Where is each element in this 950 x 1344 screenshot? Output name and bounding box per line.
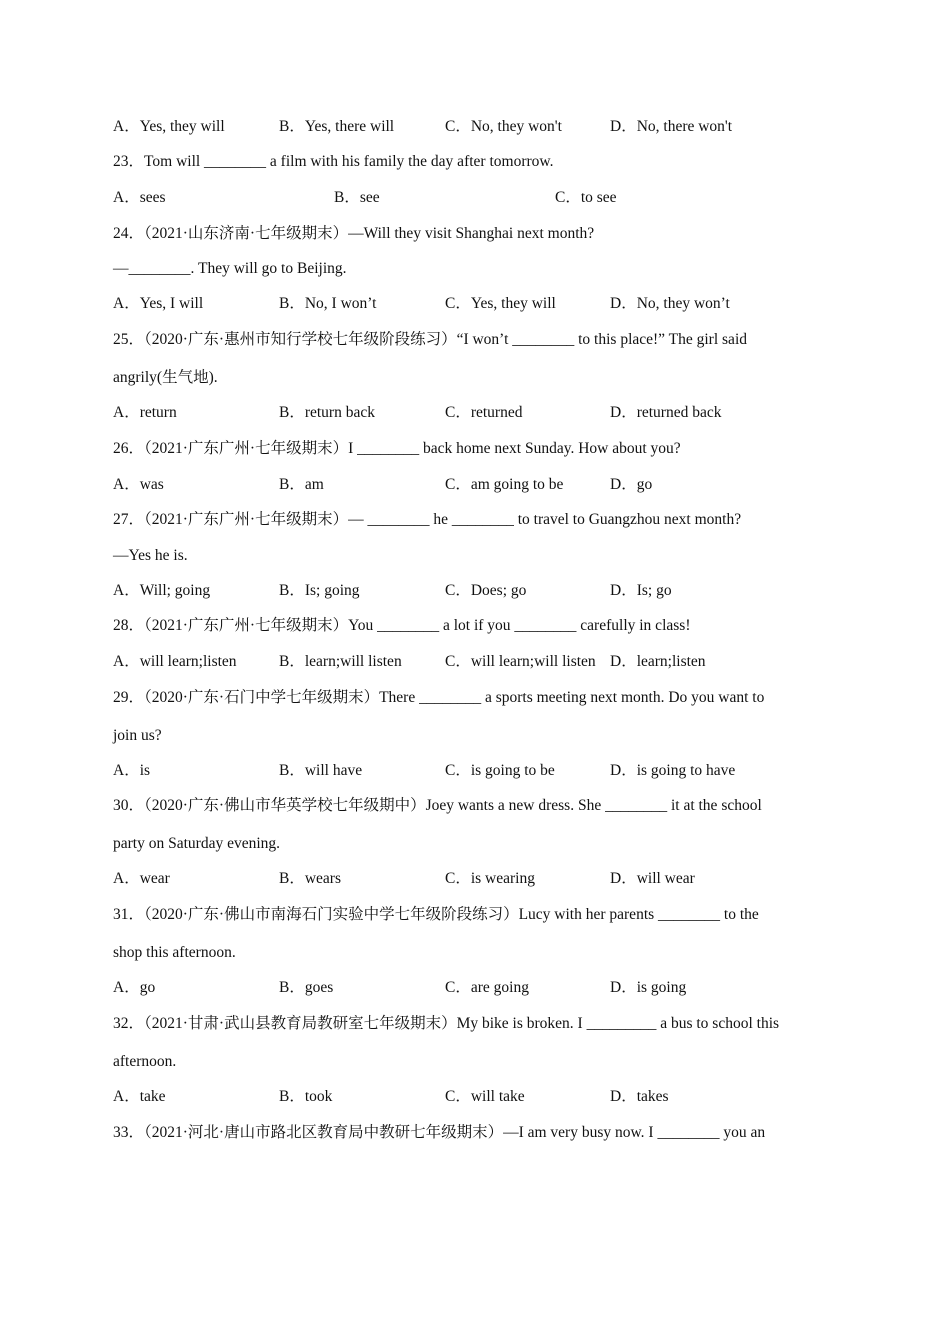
q31-stem-continued: shop this afternoon. [113,944,236,961]
q25-option-d: D．returned back [610,404,722,421]
q29-option-c: C．is going to be [445,762,555,779]
q29-stem-continued: join us? [113,727,162,744]
q23-stem: 23．Tom will ________ a film with his family the day after tomorrow. [113,153,554,170]
q22-option-d: D．No, there won't [610,118,733,135]
q29-option-d: D．is going to have [610,762,736,779]
q25-stem: 25．（2020·广东·惠州市知行学校七年级阶段练习）“I won’t ________ to this place!” The girl said [113,331,747,348]
q30-stem: 30．（2020·广东·佛山市华英学校七年级期中）Joey wants a new dress. She ________ it at the school [113,797,762,814]
q30-option-c: C．is wearing [445,870,535,887]
q28-option-a: A．will learn;listen [113,653,237,670]
q24-stem-continued: —________. They will go to Beijing. [113,260,347,277]
q32-stem-continued: afternoon. [113,1053,177,1070]
q29-option-b: B．will have [279,762,363,779]
q26-stem: 26．（2021·广东广州·七年级期末）I ________ back home next Sunday. How about you? [113,440,681,457]
q31-option-d: D．is going [610,979,687,996]
q22-option-a: A．Yes, they will [113,118,225,135]
q22-option-b: B．Yes, there will [279,118,395,135]
q28-option-d: D．learn;listen [610,653,706,670]
q26-option-b: B．am [279,476,324,493]
q25-stem-continued: angrily(生气地). [113,369,218,386]
q30-option-a: A．wear [113,870,170,887]
q32-stem: 32．（2021·甘肃·武山县教育局教研室七年级期末）My bike is broken. I _________ a bus to school this [113,1015,780,1032]
q24-option-b: B．No, I won’t [279,295,377,312]
q32-option-d: D．takes [610,1088,669,1105]
q27-stem-continued: —Yes he is. [113,547,188,564]
q28-option-b: B．learn;will listen [279,653,402,670]
q31-option-c: C．are going [445,979,529,996]
q24-option-a: A．Yes, I will [113,295,204,312]
q26-option-c: C．am going to be [445,476,564,493]
q23-option-b: B．see [334,189,380,206]
q27-option-b: B．Is; going [279,582,360,599]
q32-option-a: A．take [113,1088,166,1105]
q22-option-c: C．No, they won't [445,118,562,135]
q25-option-b: B．return back [279,404,375,421]
q27-option-d: D．Is; go [610,582,672,599]
q32-option-b: B．took [279,1088,333,1105]
q31-option-a: A．go [113,979,156,996]
q29-stem: 29．（2020·广东·石门中学七年级期末）There ________ a sports meeting next month. Do you want to [113,689,765,706]
q25-option-c: C．returned [445,404,523,421]
q27-option-c: C．Does; go [445,582,527,599]
q27-stem: 27．（2021·广东广州·七年级期末）— ________ he ________ to travel to Guangzhou next month? [113,511,742,528]
q28-stem: 28．（2021·广东广州·七年级期末）You ________ a lot if you ________ carefully in class! [113,617,691,634]
q24-option-d: D．No, they won’t [610,295,730,312]
q29-option-a: A．is [113,762,151,779]
q30-option-d: D．will wear [610,870,695,887]
q30-stem-continued: party on Saturday evening. [113,835,281,852]
q27-option-a: A．Will; going [113,582,211,599]
q23-option-c: C．to see [555,189,617,206]
q24-option-c: C．Yes, they will [445,295,556,312]
q33-stem: 33．（2021·河北·唐山市路北区教育局中教研七年级期末）—I am very busy now. I ________ you an [113,1124,766,1141]
q26-option-d: D．go [610,476,653,493]
q28-option-c: C．will learn;will listen [445,653,596,670]
q24-stem: 24．（2021·山东济南·七年级期末）—Will they visit Shanghai next month? [113,225,595,242]
q30-option-b: B．wears [279,870,341,887]
q26-option-a: A．was [113,476,164,493]
q31-option-b: B．goes [279,979,334,996]
q25-option-a: A．return [113,404,177,421]
q32-option-c: C．will take [445,1088,525,1105]
q31-stem: 31．（2020·广东·佛山市南海石门实验中学七年级阶段练习）Lucy with her parents ________ to the [113,906,759,923]
q23-option-a: A．sees [113,189,166,206]
